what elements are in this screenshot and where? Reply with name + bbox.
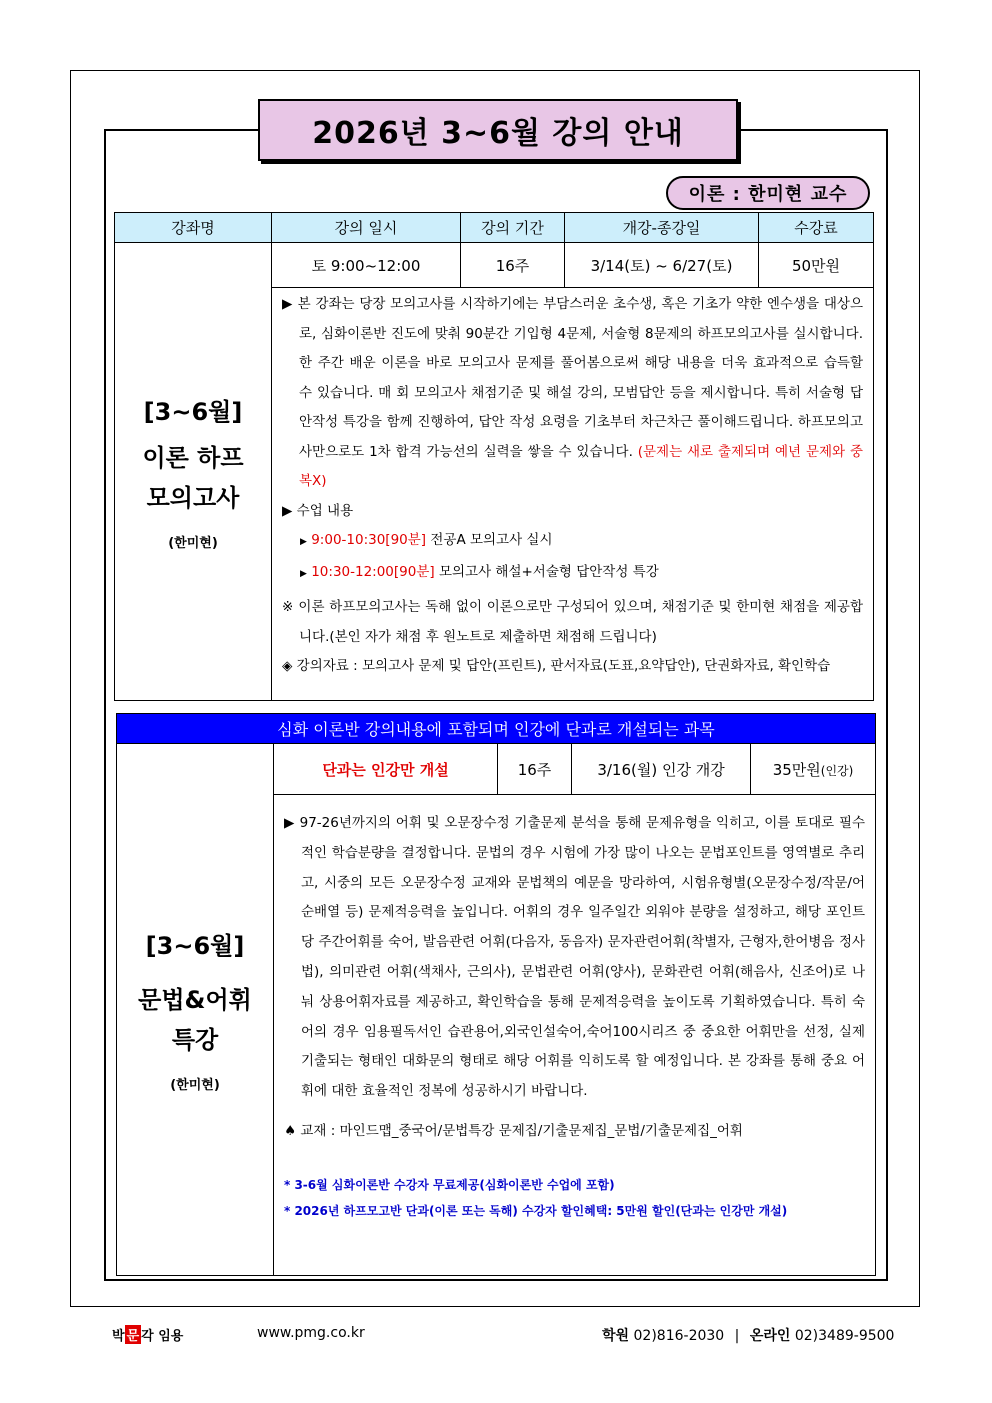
course-table-2	[116, 713, 876, 1276]
fee-cell: 50만원	[759, 243, 874, 288]
course-name-line-1: 문법&어휘	[138, 986, 252, 1014]
content-item-2: ▶ 10:30-12:00[90분] 모의고사 해설+서술형 답안작성 특강	[300, 563, 659, 580]
course-name-line-2: 특강	[171, 1026, 219, 1054]
schedule-cell: 토 9:00~12:00	[272, 243, 461, 288]
footer-url[interactable]: www.pmg.co.kr	[257, 1325, 365, 1341]
course-professor: (한미현)	[170, 1078, 220, 1093]
banner-row	[117, 714, 876, 744]
table-row	[117, 744, 876, 795]
course-title-cell	[117, 744, 274, 1276]
footer-contact: 학원 02)816-2030 | 온라인 02)3489-9500	[602, 1328, 895, 1344]
grading-note: ※ 이론 하프모의고사는 독해 없이 이론으로만 구성되어 있으며, 채점기준 및 한미현 채점을 제공합니다.(본인 자가 채점 후 원노트로 제출하면 채점해 드립니다)	[282, 599, 863, 645]
header-duration: 강의 기간	[461, 213, 565, 243]
description-paragraph: ▶ 본 강좌는 당장 모의고사를 시작하기에는 부담스러운 초수생, 혹은 기초가 약한 엔수생을 대상으로, 심화이론반 진도에 맞춰 90분간 기입형 4문제, 서술형 8문제의 하프모의고사를 실시합니다. 한 주간 배운 이론을 바로 모의고사 문제를 풀어봄으로써 해당 내용을 더욱 효과적으로 습득할 수 있습니다. 매 회 모의고사 채점기준 및 해설 강의, 모범답안 등을 제시합니다. 특히 서술형 답안작성 특강을 함께 진행하여, 답안 작성 요령을 기초부터 차근차근 풀이해드립니다. 하프모의고사만으로도 1차 합격 가능선의 실력을 쌓을 수 있습니다. (문제는 새로 출제되며 예년 문제와 중복X)	[282, 296, 863, 489]
table-header-row	[115, 213, 874, 243]
course-month: [3~6월]	[143, 398, 243, 426]
duration-cell: 16주	[498, 744, 572, 795]
course-title-cell	[115, 243, 272, 701]
header-schedule: 강의 일시	[272, 213, 461, 243]
start-cell: 3/16(월) 인강 개강	[572, 744, 751, 795]
course-name-line-1: 이론 하프	[142, 444, 244, 472]
dates-cell: 3/14(토) ~ 6/27(토)	[565, 243, 759, 288]
header-fee: 수강료	[759, 213, 874, 243]
header-course-name: 강좌명	[115, 213, 272, 243]
course-description	[272, 288, 874, 701]
discount-note-1: * 3-6월 심화이론반 수강자 무료제공(심화이론반 수업에 포함)	[284, 1178, 615, 1193]
table-row	[115, 243, 874, 288]
no-duplicate-note: (문제는 새로 출제되며 예년 문제와 중복X)	[299, 443, 863, 489]
course-description	[274, 795, 876, 1276]
professor-pill: 이론 : 한미현 교수	[666, 176, 870, 210]
course-professor: (한미현)	[168, 536, 218, 551]
footer-logo: 박 문 각 임용	[112, 1325, 183, 1344]
page-title: 2026년 3~6월 강의 안내	[258, 99, 738, 161]
fee-cell: 35만원(인강)	[751, 744, 876, 795]
content-heading: ▶ 수업 내용	[282, 502, 354, 519]
textbook-note: ♠ 교재 : 마인드맵_중국어/문법특강 문제집/기출문제집_문법/기출문제집_어휘	[284, 1122, 743, 1139]
course-table-1	[114, 212, 874, 701]
duration-cell: 16주	[461, 243, 565, 288]
blue-banner: 심화 이론반 강의내용에 포함되며 인강에 단과로 개설되는 과목	[117, 714, 876, 744]
materials-note: ◈ 강의자료 : 모의고사 문제 및 답안(프린트), 판서자료(도표,요약답안), 단권화자료, 확인학습	[282, 658, 831, 674]
description-paragraph: ▶ 97-26년까지의 어휘 및 오문장수정 기출문제 분석을 통해 문제유형을 익히고, 이를 토대로 필수적인 학습분량을 결정합니다. 문법의 경우 시험에 가장 많이 나오는 문법포인트를 영역별로 추리고, 시중의 모든 오문장수정 교재와 문법책의 예문을 망라하여, 시험유형별(오문장수정/작문/어순배열 등) 문제적응력을 높입니다. 어휘의 경우 일주일간 외워야 분량을 설정하고, 해당 포인트당 주간어휘를 숙어, 발음관련 어휘(다음자, 동음자) 문자관련어휘(착별자, 근형자,한어병음 정사법), 의미관련 어휘(색채사, 근의사), 문법관련 어휘(양사), 문화관련 어휘(해음사, 신조어)로 나눠 상용어휘자료를 제공하고, 확인학습을 통해 문제적응력을 높이도록 기획하였습니다. 특히 숙어의 경우 임용필독서인 습관용어,외국인설숙어,숙어100시리즈 중 중요한 어휘만을 선정, 실제 기출되는 형태인 대화문의 형태로 해당 어휘를 익히도록 할 예정입니다. 본 강좌를 통해 중요 어휘에 대한 효율적인 정복에 성공하시기 바랍니다.	[284, 815, 866, 1100]
online-only-notice: 단과는 인강만 개설	[274, 744, 498, 795]
header-dates: 개강-종강일	[565, 213, 759, 243]
course-month: [3~6월]	[145, 932, 245, 960]
course-name-line-2: 모의고사	[146, 484, 240, 512]
discount-note-2: * 2026년 하프모고반 단과(이론 또는 독해) 수강자 할인혜택: 5만원 할인(단과는 인강만 개설)	[284, 1204, 788, 1219]
content-item-1: ▶ 9:00-10:30[90분] 전공A 모의고사 실시	[300, 532, 553, 548]
